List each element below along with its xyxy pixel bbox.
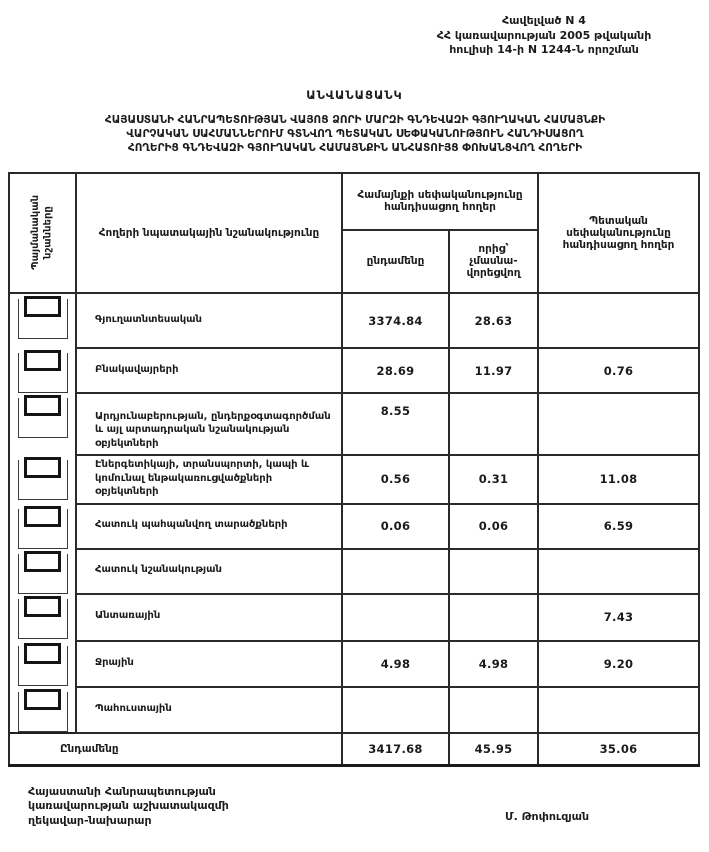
row-label: Ջրային <box>76 641 342 687</box>
row-label: Գյուղատնտեսական <box>76 293 342 348</box>
value-community-total: 8.55 <box>342 393 449 455</box>
value-non-privatizable <box>449 687 538 733</box>
column-header-community-group: Համայնքի սեփականությունը հանդիսացող հողեր <box>342 173 538 230</box>
column-header-symbols-label: Պայմանական նշանները <box>30 195 54 271</box>
signatory-name: Մ. Թոփուզյան <box>505 810 590 823</box>
column-header-purpose: Հողերի նպատակային նշանակությունը <box>76 173 342 293</box>
value-state <box>538 549 699 594</box>
value-non-privatizable <box>449 549 538 594</box>
annex-line: ՀՀ կառավարության 2005 թվականի <box>436 28 652 42</box>
title-line: ՀՈՂԵՐԻՑ ԳՆԴԵՎԱԶԻ ԳՅՈՒՂԱԿԱՆ ՀԱՄԱՅՆՔԻՆ ԱՆՀԱՏՈՒՅՑ ՓՈԽԱՆՑՎՈՂ ՀՈՂԵՐԻ <box>127 141 583 154</box>
legend-swatch-icon <box>9 393 76 455</box>
row-label: Արդյունաբերության, ընդերքօգտագործման և այլ արտադրական նշանակության օբյեկտների <box>76 393 342 455</box>
signatory-title-block <box>28 785 229 828</box>
value-state <box>538 687 699 733</box>
value-state: 11.08 <box>538 455 699 504</box>
column-header-community-total: ընդամենը <box>342 230 449 293</box>
value-community-total <box>342 594 449 641</box>
value-community-total <box>342 687 449 733</box>
title-line: ՀԱՅԱՍՏԱՆԻ ՀԱՆՐԱՊԵՏՈՒԹՅԱՆ ՎԱՅՈՑ ՁՈՐԻ ՄԱՐԶԻ ԳՆԴԵՎԱԶԻ ԳՅՈՒՂԱԿԱՆ ՀԱՄԱՅՆՔԻ <box>104 114 606 126</box>
legend-swatch-icon <box>9 549 76 594</box>
document-type-heading: ԱՆՎԱՆԱՑԱՆԿ <box>306 88 403 102</box>
legend-swatch-icon <box>9 641 76 687</box>
value-non-privatizable: 4.98 <box>449 641 538 687</box>
value-non-privatizable: 11.97 <box>449 348 538 393</box>
column-header-symbols <box>9 173 76 293</box>
table-row-water <box>9 641 699 687</box>
legend-swatch-icon <box>9 293 76 348</box>
row-label: Հատուկ պահպանվող տարածքների <box>76 504 342 549</box>
value-state <box>538 393 699 455</box>
legend-swatch-icon <box>9 594 76 641</box>
legend-swatch-icon <box>9 455 76 504</box>
total-community-total: 3417.68 <box>342 733 449 766</box>
land-categories-table <box>8 172 700 767</box>
row-label: Էներգետիկայի, տրանսպորտի, կապի և կոմունալ ենթակառուցվածքների օբյեկտների <box>76 455 342 504</box>
row-label: Պահուստային <box>76 687 342 733</box>
signatory-title-line: կառավարության աշխատակազմի <box>28 799 229 813</box>
value-state: 7.43 <box>538 594 699 641</box>
table-row-total <box>9 733 699 766</box>
table-row-agricultural <box>9 293 699 348</box>
table-row-protected-areas <box>9 504 699 549</box>
column-header-non-privatizable: որից՝ չմասնա-վորեցվող <box>449 230 538 293</box>
value-non-privatizable <box>449 393 538 455</box>
value-non-privatizable: 0.31 <box>449 455 538 504</box>
table-row-industrial <box>9 393 699 455</box>
table-row-reserve <box>9 687 699 733</box>
column-header-state-lands: Պետական սեփականությունը հանդիսացող հողեր <box>538 173 699 293</box>
value-community-total: 0.06 <box>342 504 449 549</box>
title-line: ՎԱՐՉԱԿԱՆ ՍԱՀՄԱՆՆԵՐՈՒՄ ԳՏՆՎՈՂ ՊԵՏԱԿԱՆ ՍԵՓԱԿԱՆՈՒԹՅՈՒՆ ՀԱՆԴԻՍԱՑՈՂ <box>126 127 584 140</box>
row-label: Հատուկ նշանակության <box>76 549 342 594</box>
table-row-infrastructure <box>9 455 699 504</box>
total-label: Ընդամենը <box>9 733 342 766</box>
table-row-special-purpose <box>9 549 699 594</box>
value-non-privatizable: 0.06 <box>449 504 538 549</box>
legend-swatch-icon <box>9 348 76 393</box>
signatory-title-line: ղեկավար-նախարար <box>28 813 152 827</box>
legend-swatch-icon <box>9 504 76 549</box>
total-state: 35.06 <box>538 733 699 766</box>
value-state: 0.76 <box>538 348 699 393</box>
value-community-total <box>342 549 449 594</box>
annex-reference-note <box>388 14 700 58</box>
document-title <box>15 114 695 156</box>
total-non-privatizable: 45.95 <box>449 733 538 766</box>
table-row-residential <box>9 348 699 393</box>
value-community-total: 4.98 <box>342 641 449 687</box>
value-community-total: 0.56 <box>342 455 449 504</box>
annex-line: հուլիսի 14-ի N 1244-Ն որոշման <box>449 43 639 57</box>
value-non-privatizable: 28.63 <box>449 293 538 348</box>
table-row-forest <box>9 594 699 641</box>
value-community-total: 28.69 <box>342 348 449 393</box>
value-state: 9.20 <box>538 641 699 687</box>
row-label: Բնակավայրերի <box>76 348 342 393</box>
legend-swatch-icon <box>9 687 76 733</box>
row-label: Անտառային <box>76 594 342 641</box>
value-state: 6.59 <box>538 504 699 549</box>
value-community-total: 3374.84 <box>342 293 449 348</box>
signatory-title-line: Հայաստանի Հանրապետության <box>28 785 216 798</box>
annex-line: Հավելված N 4 <box>502 14 586 27</box>
value-state <box>538 293 699 348</box>
value-non-privatizable <box>449 594 538 641</box>
